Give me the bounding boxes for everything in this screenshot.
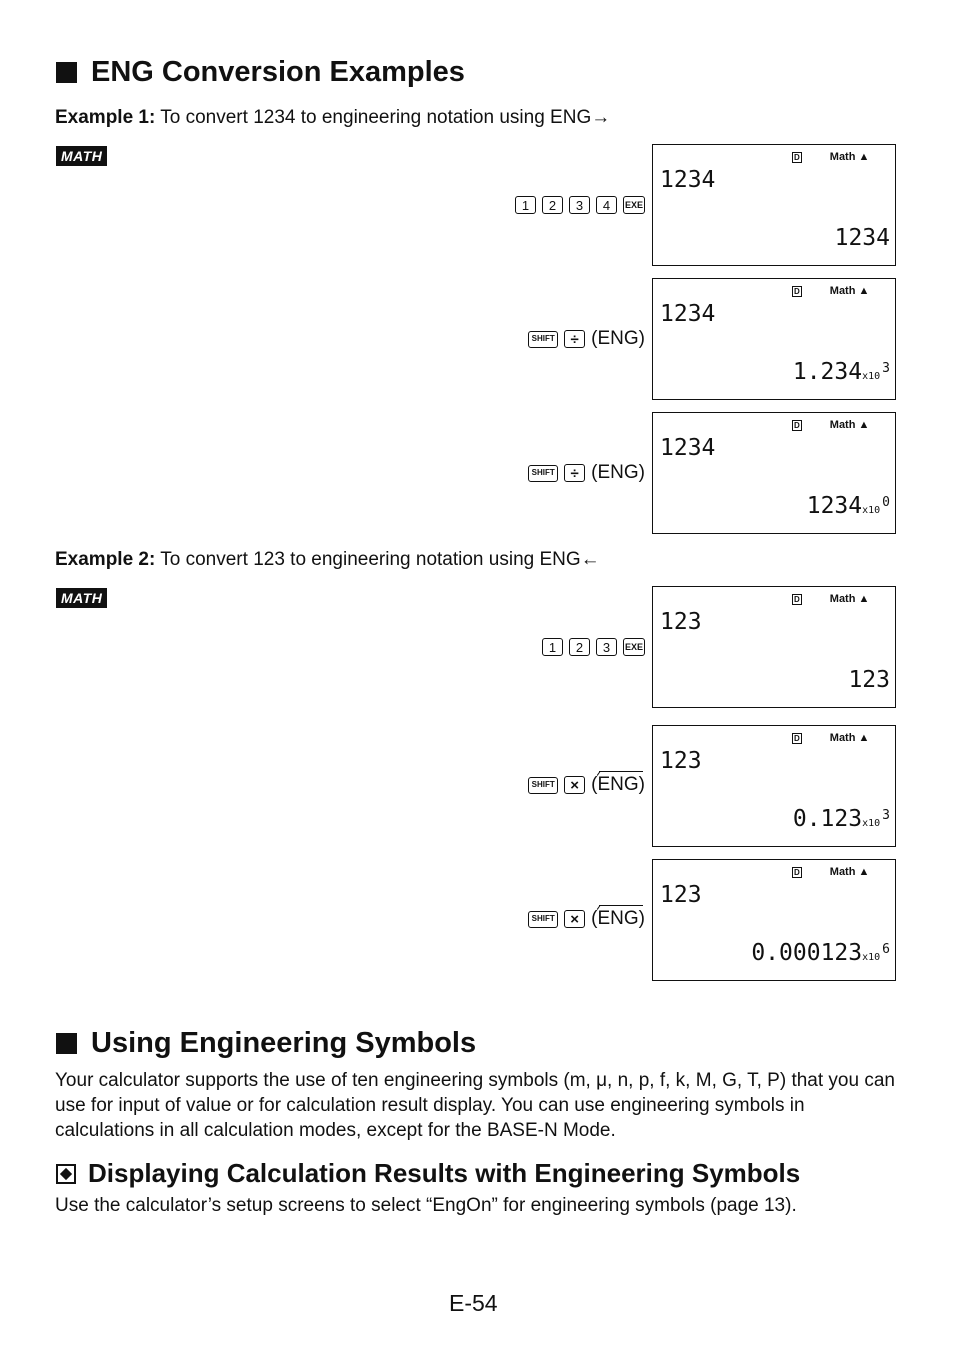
calculator-display bbox=[652, 725, 896, 847]
display-result: $1234x10^0$ bbox=[806, 493, 890, 519]
square-bullet-icon bbox=[56, 1033, 77, 1054]
key-exe: EXE bbox=[623, 196, 645, 214]
diamond-bullet-icon bbox=[56, 1164, 76, 1184]
section-heading-eng-conversion bbox=[56, 56, 465, 89]
calculator-display bbox=[652, 412, 896, 534]
math-mode-tag: MATH bbox=[56, 146, 107, 166]
calculator-display bbox=[652, 278, 896, 400]
key-sequence bbox=[528, 774, 645, 796]
key-2: 2 bbox=[569, 638, 590, 656]
page-number: E-54 bbox=[449, 1290, 498, 1316]
status-indicators: D Math ▲ bbox=[794, 151, 870, 163]
display-result: $0.000123x10^6$ bbox=[751, 940, 890, 966]
eng-label: (ENG) bbox=[591, 908, 645, 929]
key-multiply: × bbox=[564, 910, 585, 928]
key-2: 2 bbox=[542, 196, 563, 214]
body-paragraph: Your calculator supports the use of ten engineering symbols (m, μ, n, p, f, k, M, G, T, P) that you can use for input of value or for calculation result display. You can use engineering symbols in calculations in all calculation modes, except for the BASE-N Mode. bbox=[55, 1070, 895, 1141]
example-text: To convert 123 to engineering notation using ENG← bbox=[160, 549, 600, 570]
calculator-display bbox=[652, 859, 896, 981]
key-exe: EXE bbox=[623, 638, 645, 656]
key-shift: SHIFT bbox=[528, 777, 558, 794]
key-multiply: × bbox=[564, 776, 585, 794]
body-paragraph: Use the calculator’s setup screens to select “EngOn” for engineering symbols (page 13). bbox=[55, 1195, 797, 1216]
key-sequence bbox=[528, 462, 645, 484]
math-mode-tag: MATH bbox=[56, 588, 107, 608]
section-title: Using Engineering Symbols bbox=[91, 1027, 477, 1059]
key-1: 1 bbox=[515, 196, 536, 214]
key-shift: SHIFT bbox=[528, 331, 558, 348]
display-input: 1234 bbox=[660, 301, 716, 327]
display-input: 123 bbox=[660, 609, 702, 635]
key-sequence bbox=[515, 196, 645, 214]
key-sequence bbox=[542, 638, 645, 656]
section-heading-engineering-symbols bbox=[56, 1027, 476, 1060]
key-4: 4 bbox=[596, 196, 617, 214]
calculator-display bbox=[652, 586, 896, 708]
key-shift: SHIFT bbox=[528, 465, 558, 482]
eng-label: (ENG) bbox=[591, 462, 645, 483]
key-divide: ÷ bbox=[564, 464, 585, 482]
example-text: To convert 1234 to engineering notation using ENG→ bbox=[160, 107, 611, 128]
square-bullet-icon bbox=[56, 62, 77, 83]
key-shift: SHIFT bbox=[528, 911, 558, 928]
example-label: Example 2: bbox=[55, 549, 156, 570]
display-input: 123 bbox=[660, 882, 702, 908]
display-input: 123 bbox=[660, 748, 702, 774]
status-indicators: D Math ▲ bbox=[794, 732, 870, 744]
example-2-description bbox=[55, 549, 600, 571]
status-indicators: D Math ▲ bbox=[794, 866, 870, 878]
calculator-display bbox=[652, 144, 896, 266]
example-1-description bbox=[55, 107, 610, 129]
key-3: 3 bbox=[596, 638, 617, 656]
display-result: 1234 bbox=[834, 225, 890, 251]
status-indicators: D Math ▲ bbox=[794, 593, 870, 605]
example-label: Example 1: bbox=[55, 107, 156, 128]
display-result: $0.123x10^3$ bbox=[792, 806, 890, 832]
eng-label: (ENG) bbox=[591, 328, 645, 349]
key-sequence bbox=[528, 328, 645, 350]
key-3: 3 bbox=[569, 196, 590, 214]
display-input: 1234 bbox=[660, 435, 716, 461]
status-indicators: D Math ▲ bbox=[794, 419, 870, 431]
section-title: ENG Conversion Examples bbox=[91, 56, 465, 88]
key-sequence bbox=[528, 908, 645, 930]
key-divide: ÷ bbox=[564, 330, 585, 348]
display-input: 1234 bbox=[660, 167, 716, 193]
eng-label: (ENG) bbox=[591, 774, 645, 795]
display-result: $1.234x10^3$ bbox=[792, 359, 890, 385]
display-result: 123 bbox=[848, 667, 890, 693]
subsection-title: Displaying Calculation Results with Engineering Symbols bbox=[88, 1158, 801, 1188]
subsection-heading bbox=[56, 1158, 800, 1189]
key-1: 1 bbox=[542, 638, 563, 656]
status-indicators: D Math ▲ bbox=[794, 285, 870, 297]
